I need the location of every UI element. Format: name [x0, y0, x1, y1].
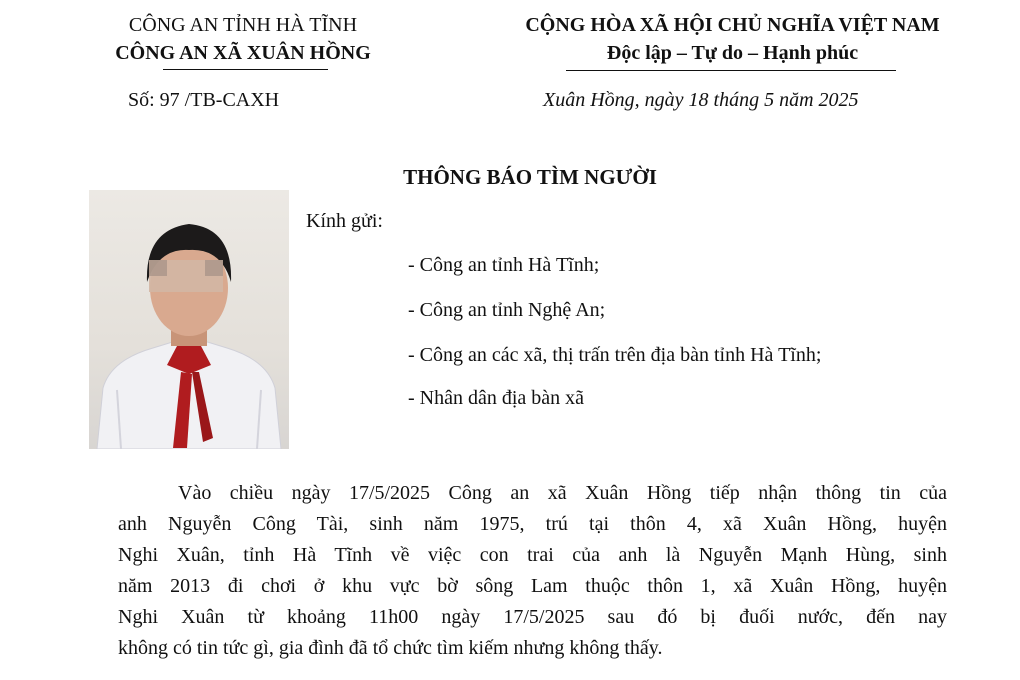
recipient-line: - Công an tỉnh Nghệ An;: [408, 299, 606, 321]
nation-name: CỘNG HÒA XÃ HỘI CHỦ NGHĨA VIỆT NAM: [525, 14, 940, 36]
document-number: Số: 97 /TB-CAXH: [128, 89, 280, 111]
body-paragraph: [118, 478, 947, 664]
missing-person-photo: [89, 190, 289, 449]
recipient-line: - Nhân dân địa bàn xã: [408, 387, 585, 409]
body-line: không có tin tức gì, gia đình đã tổ chức tìm kiếm nhưng không thấy.: [118, 637, 663, 659]
body-line: Nghi Xuân, tỉnh Hà Tĩnh về việc con trai của anh là Nguyễn Mạnh Hùng, sinh: [118, 544, 947, 566]
notice-title: THÔNG BÁO TÌM NGƯỜI: [403, 165, 657, 189]
body-line: Vào chiều ngày 17/5/2025 Công an xã Xuân Hồng tiếp nhận thông tin của: [178, 482, 947, 504]
portrait-illustration: [89, 190, 289, 449]
body-line: Nghi Xuân từ khoảng 11h00 ngày 17/5/2025 sau đó bị đuối nước, đến nay: [118, 606, 947, 628]
agency-underline: [163, 69, 328, 70]
body-line: năm 2013 đi chơi ở khu vực bờ sông Lam thuộc thôn 1, xã Xuân Hồng, huyện: [118, 575, 947, 597]
place-date-line: Xuân Hồng, ngày 18 tháng 5 năm 2025: [543, 89, 859, 111]
motto-underline: [566, 70, 896, 71]
salutation: Kính gửi:: [306, 210, 383, 232]
recipient-line: - Công an tỉnh Hà Tĩnh;: [408, 254, 600, 276]
agency-name: CÔNG AN XÃ XUÂN HỒNG: [115, 42, 371, 64]
national-motto: Độc lập – Tự do – Hạnh phúc: [606, 42, 859, 64]
agency-parent: CÔNG AN TỈNH HÀ TĨNH: [128, 14, 358, 36]
recipient-line: - Công an các xã, thị trấn trên địa bàn tỉnh Hà Tĩnh;: [408, 344, 822, 366]
body-line: anh Nguyễn Công Tài, sinh năm 1975, trú tại thôn 4, xã Xuân Hồng, huyện: [118, 513, 947, 535]
